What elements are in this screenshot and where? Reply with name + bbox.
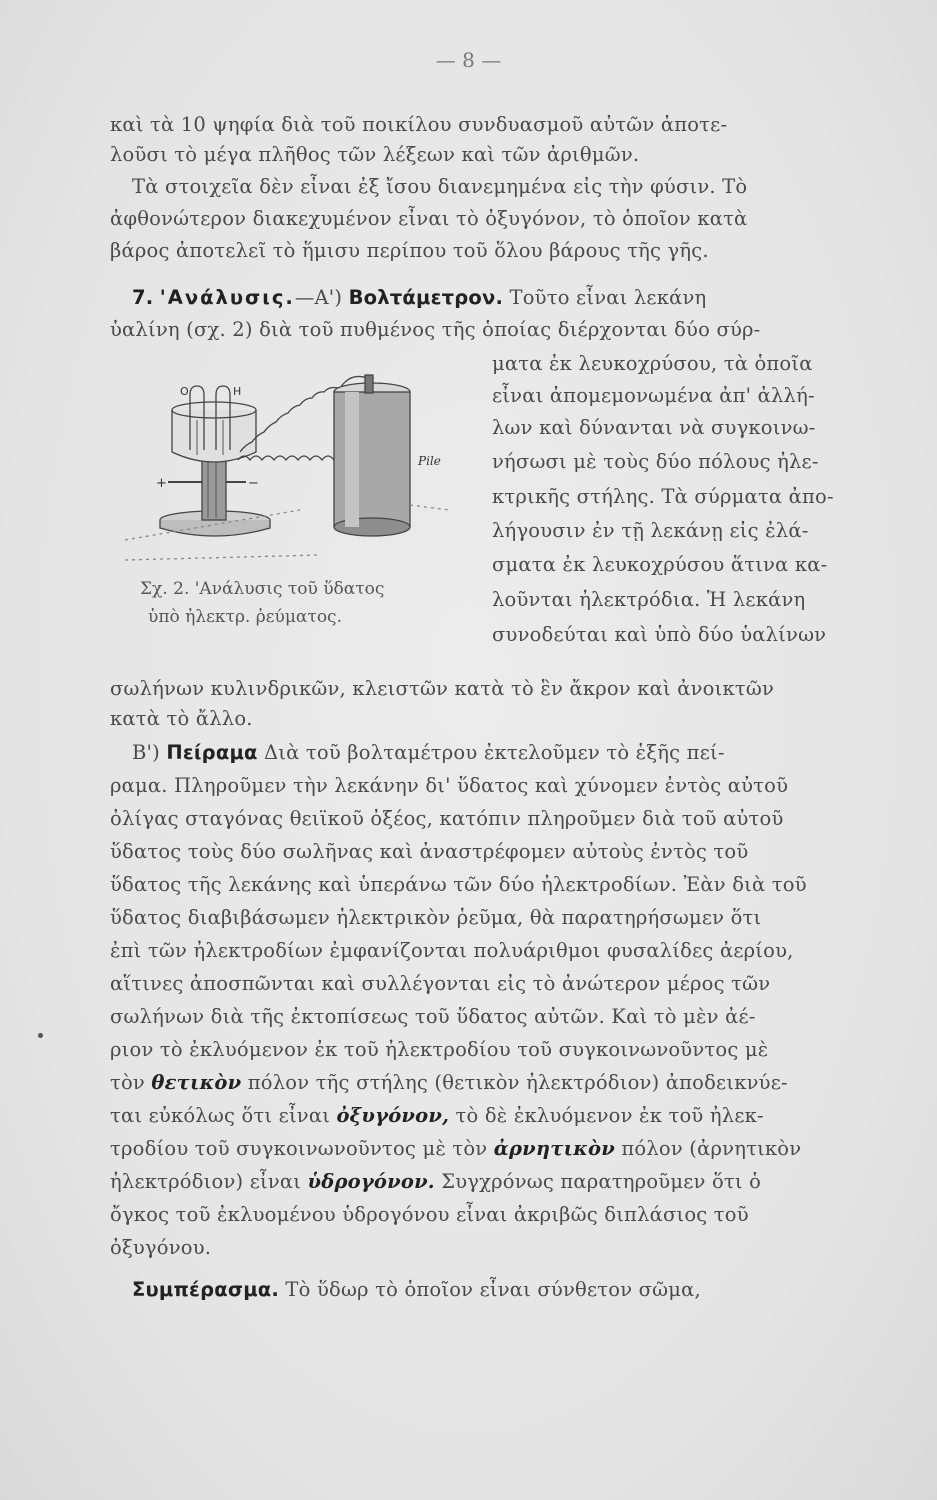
text-line: ὑαλίνη (σχ. 2) διὰ τοῦ πυθμένος τῆς ὁποίας διέρχονται δύο σύρ- <box>110 318 761 341</box>
text-line: λοῦσι τὸ μέγα πλῆθος τῶν λέξεων καὶ τῶν ἀριθμῶν. <box>110 143 640 166</box>
voltameter-stem <box>202 458 226 520</box>
side-text-line: ματα ἐκ λευκοχρύσου, τὰ ὁποῖα <box>492 352 813 375</box>
text-span: τὸν <box>110 1071 145 1094</box>
label-hydrogen: H <box>233 385 242 398</box>
text-span: τὸ δὲ ἐκλυόμενον ἐκ τοῦ ἠλεκ- <box>455 1104 764 1127</box>
text-line: ὕδατος τῆς λεκάνης καὶ ὑπεράνω τῶν δύο ἠλεκτροδίων. Ἐὰν διὰ τοῦ <box>110 873 807 896</box>
text-line-emphasis <box>110 1068 875 1098</box>
text-span: πόλον (ἀρνητικὸν <box>621 1137 802 1160</box>
part-b-heading-line <box>110 738 875 768</box>
section-text: Τοῦτο εἶναι λεκάνη <box>509 286 707 309</box>
text-span: τροδίου τοῦ συγκοινωνοῦντος μὲ τὸν <box>110 1137 488 1160</box>
text-line: αἵτινες ἀποσπῶνται καὶ συλλέγονται εἰς τὸ ἀνώτερον μέρος τῶν <box>110 972 771 995</box>
text-line: Τὰ στοιχεῖα δὲν εἶναι ἐξ ἴσου διανεμημένα εἰς τὴν φύσιν. Τὸ <box>132 175 748 198</box>
text-line: ἐπὶ τῶν ἠλεκτροδίων ἐμφανίζονται πολυάριθμοι φυσαλίδες ἀερίου, <box>110 939 794 962</box>
voltameter-figure <box>120 360 480 580</box>
text-line-emphasis <box>110 1101 875 1131</box>
text-line: καὶ τὰ 10 ψηφία διὰ τοῦ ποικίλου συνδυασμοῦ αὐτῶν ἀποτε- <box>110 113 728 136</box>
text-line: σωλήνων κυλινδρικῶν, κλειστῶν κατὰ τὸ ἓν ἄκρον καὶ ἀνοικτῶν <box>110 677 775 700</box>
emphasized-term: ἀρνητικὸν <box>493 1137 615 1160</box>
side-text-line: σματα ἐκ λευκοχρύσου ἅτινα κα- <box>492 553 828 576</box>
text-span: Συγχρόνως παρατηροῦμεν ὅτι ὁ <box>441 1170 762 1193</box>
text-line: ὀλίγας σταγόνας θειϊκοῦ ὀξέος, κατόπιν πληροῦμεν διὰ τοῦ αὐτοῦ <box>110 807 784 830</box>
section-subtitle: Βολτάμετρον. <box>348 286 504 309</box>
text-line: ὄγκος τοῦ ἐκλυομένου ὑδρογόνου εἶναι ἀκριβῶς διπλάσιος τοῦ <box>110 1203 749 1226</box>
part-b-label: Β') <box>132 741 160 764</box>
text-span: ται εὐκόλως ὅτι εἶναι <box>110 1104 331 1127</box>
text-line: ὕδατος διαβιβάσωμεν ἠλεκτρικὸν ῥεῦμα, θὰ παρατηρήσωμεν ὅτι <box>110 906 762 929</box>
side-text-line: λήγουσιν ἐν τῇ λεκάνῃ εἰς ἐλά- <box>492 519 809 542</box>
side-text-line: λοῦνται ἠλεκτρόδια. Ἡ λεκάνη <box>492 588 806 611</box>
emphasized-term: ὀξυγόνον, <box>336 1104 450 1127</box>
text-line: ὀξυγόνου. <box>110 1236 212 1259</box>
text-line: ριον τὸ ἐκλυόμενον ἐκ τοῦ ἠλεκτροδίου τοῦ συγκοινωνοῦντος μὲ <box>110 1038 769 1061</box>
text-span: ἠλεκτρόδιον) εἶναι <box>110 1170 302 1193</box>
text-line: βάρος ἀποτελεῖ τὸ ἥμισυ περίπου τοῦ ὅλου βάρους τῆς γῆς. <box>110 239 709 262</box>
side-text-line: συνοδεύται καὶ ὑπὸ δύο ὑαλίνων <box>492 623 827 646</box>
figure-caption-line2: ὑπὸ ἠλεκτρ. ῥεύματος. <box>148 607 342 627</box>
text-line: ὕδατος τοὺς δύο σωλῆνας καὶ ἀναστρέφομεν αὐτοὺς ἐντὸς τοῦ <box>110 840 749 863</box>
section-dash: — <box>294 286 315 309</box>
figure-caption-line1: Σχ. 2. 'Ανάλυσις τοῦ ὕδατος <box>140 579 385 599</box>
text-span: πόλον τῆς στήλης (θετικὸν ἠλεκτρόδιον) ἀποδεικνύε- <box>247 1071 788 1094</box>
part-b-text: Διὰ τοῦ βολταμέτρου ἐκτελοῦμεν τὸ ἑξῆς πεί- <box>264 741 725 764</box>
side-text-line: κτρικῆς στήλης. Τὰ σύρματα ἀπο- <box>492 485 834 508</box>
emphasized-term: θετικὸν <box>151 1071 242 1094</box>
section-title: 'Ανάλυσις. <box>159 286 295 309</box>
label-plus: + <box>156 476 167 491</box>
text-line-emphasis <box>110 1134 875 1164</box>
part-b-title: Πείραμα <box>166 741 258 764</box>
text-line: κατὰ τὸ ἄλλο. <box>110 707 253 730</box>
section-heading-line <box>110 283 875 313</box>
text-line: ἀφθονώτερον διακεχυμένον εἶναι τὸ ὀξυγόνον, τὸ ὁποῖον κατὰ <box>110 207 748 230</box>
text-line: σωλήνων διὰ τῆς ἐκτοπίσεως τοῦ ὕδατος αὐτῶν. Καὶ τὸ μὲν ἀέ- <box>110 1005 756 1028</box>
side-text-line: νήσωσι μὲ τοὺς δύο πόλους ἠλε- <box>492 450 819 473</box>
label-pile: Pile <box>418 454 441 468</box>
side-text-line: λων καὶ δύνανται νὰ συγκοινω- <box>492 416 816 439</box>
text-line-emphasis <box>110 1167 875 1197</box>
page-number: — 8 — <box>435 48 502 72</box>
emphasized-term: ὑδρογόνον. <box>307 1170 435 1193</box>
conclusion-text: Τὸ ὕδωρ τὸ ὁποῖον εἶναι σύνθετον σῶμα, <box>285 1278 701 1301</box>
section-part-a: Α') <box>314 286 343 309</box>
section-number: 7. <box>132 286 154 309</box>
conclusion-title: Συμπέρασμα. <box>132 1278 280 1301</box>
margin-ink-dot <box>38 1033 43 1038</box>
conclusion-line <box>110 1275 875 1305</box>
label-minus: − <box>248 476 259 491</box>
side-text-line: εἶναι ἀπομεμονωμένα ἀπ' ἀλλή- <box>492 384 815 407</box>
label-oxygen: O <box>180 385 189 398</box>
text-line: ραμα. Πληροῦμεν τὴν λεκάνην δι' ὕδατος καὶ χύνομεν ἐντὸς αὐτοῦ <box>110 774 789 797</box>
